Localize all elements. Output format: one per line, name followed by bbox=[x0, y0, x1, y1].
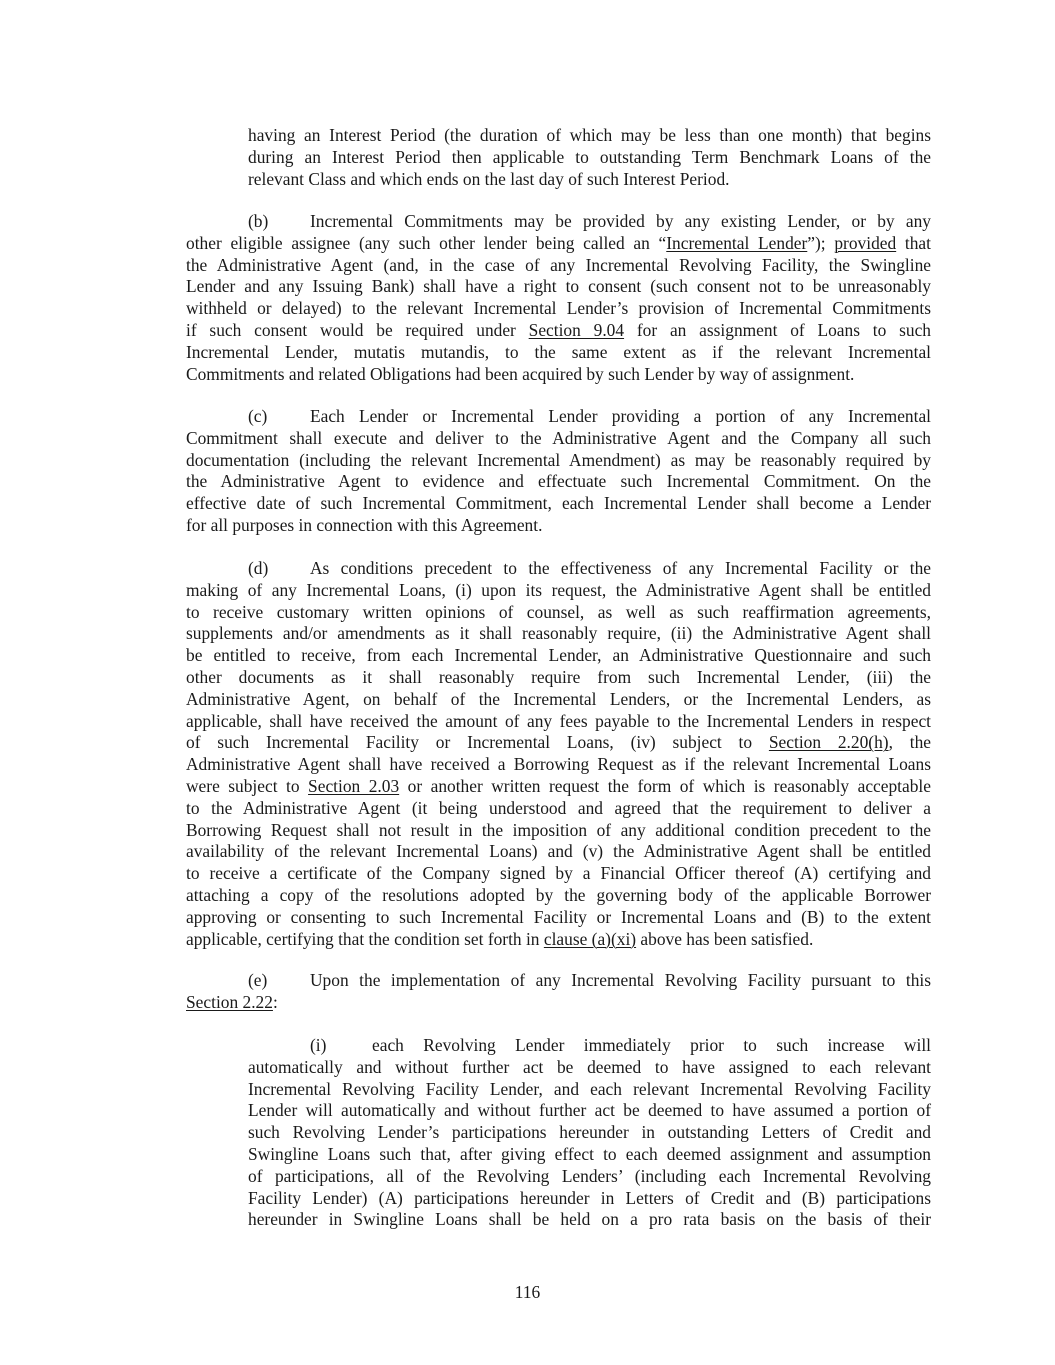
text-line: attaching a copy of the resolutions adopted by the governing body of the applicable Borrower bbox=[186, 884, 931, 905]
text-line: (e) Upon the implementation of any Incremental Revolving Facility pursuant to this bbox=[248, 970, 931, 990]
page-number: 116 bbox=[514, 1282, 541, 1302]
text-line: Section 2.22: bbox=[186, 991, 278, 1012]
paragraph-d bbox=[186, 558, 931, 950]
text-line: during an Interest Period then applicable to outstanding Term Benchmark Loans of the bbox=[248, 146, 931, 167]
section-reference: Section 2.03 bbox=[308, 775, 400, 796]
text-line: withheld or delayed) to the relevant Incremental Lender’s provision of Incremental Commitments bbox=[186, 298, 931, 319]
text-line: (b) Incremental Commitments may be provided by any existing Lender, or by any bbox=[248, 211, 931, 231]
section-reference: Section 9.04 bbox=[528, 319, 625, 340]
text-line: approving or consenting to such Incremental Facility or Incremental Loans and (B) to the extent bbox=[186, 906, 931, 927]
subparagraph-e-i bbox=[248, 1035, 931, 1231]
text-line: documentation (including the relevant Incremental Amendment) as may be reasonably required by bbox=[186, 449, 931, 470]
text-line: the Administrative Agent (and, in the case of any Incremental Revolving Facility, the Swingline bbox=[186, 254, 931, 275]
continuation-paragraph bbox=[248, 125, 931, 190]
text-line: availability of the relevant Incremental Loans) and (v) the Administrative Agent shall be entitled bbox=[186, 841, 931, 862]
text-line: Lender will automatically and without further act be deemed to have assumed a portion of bbox=[248, 1100, 931, 1121]
text-line: for all purposes in connection with this Agreement. bbox=[186, 514, 543, 535]
text-line: were subject to Section 2.03 or another written request the form of which is reasonably acceptable bbox=[186, 775, 931, 796]
text-line: be entitled to receive, from each Incremental Lender, an Administrative Questionnaire and such bbox=[186, 645, 931, 666]
text-line: Incremental Lender, mutatis mutandis, to the same extent as if the relevant Incremental bbox=[186, 341, 931, 362]
paragraph-b bbox=[186, 211, 931, 385]
text-line: such Revolving Lender’s participations hereunder in outstanding Letters of Credit and bbox=[248, 1122, 931, 1143]
text-line: applicable, certifying that the condition set forth in clause (a)(xi) above has been satisfied. bbox=[186, 928, 814, 949]
text-line: other documents as it shall reasonably require from such Incremental Lender, (iii) the bbox=[186, 666, 931, 687]
paragraph-e bbox=[186, 970, 931, 1014]
paragraph-c bbox=[186, 406, 931, 537]
emphasis-provided: provided bbox=[834, 232, 897, 253]
text-line: (i) each Revolving Lender immediately prior to such increase will bbox=[310, 1035, 931, 1055]
text-line: Commitment shall execute and deliver to the Administrative Agent and the Company all such bbox=[186, 427, 931, 448]
text-line: to receive a certificate of the Company signed by a Financial Officer thereof (A) certifying and bbox=[186, 863, 931, 884]
text-line: if such consent would be required under Section 9.04 for an assignment of Loans to such bbox=[186, 319, 931, 340]
text-line: Borrowing Request shall not result in the imposition of any additional condition precedent to the bbox=[186, 819, 931, 840]
text-line: Commitments and related Obligations had been acquired by such Lender by way of assignment. bbox=[186, 363, 855, 384]
text-line: hereunder in Swingline Loans shall be held on a pro rata basis on the basis of their bbox=[248, 1209, 931, 1230]
text-line: Facility Lender) (A) participations hereunder in Letters of Credit and (B) participations bbox=[248, 1187, 931, 1208]
clause-reference: clause (a)(xi) bbox=[543, 928, 637, 949]
paragraph-label: (b) bbox=[248, 211, 269, 231]
text-line: making of any Incremental Loans, (i) upon its request, the Administrative Agent shall be entitled bbox=[186, 579, 931, 600]
text-line: supplements and/or amendments as it shall reasonably require, (ii) the Administrative Agent shall bbox=[186, 623, 931, 644]
paragraph-label: (d) bbox=[248, 558, 269, 578]
defined-term: Incremental Lender bbox=[666, 232, 808, 253]
text-line: the Administrative Agent to evidence and effectuate such Incremental Commitment. On the bbox=[186, 471, 931, 492]
paragraph-label: (c) bbox=[248, 406, 268, 426]
text-line: Incremental Revolving Facility Lender, and each relevant Incremental Revolving Facility bbox=[248, 1078, 931, 1099]
text-line: effective date of such Incremental Commitment, each Incremental Lender shall become a Lender bbox=[186, 493, 931, 514]
text-line: to the Administrative Agent (it being understood and agreed that the requirement to deliver a bbox=[186, 797, 931, 818]
section-reference: Section 2.20(h) bbox=[768, 732, 889, 753]
text-line: to receive customary written opinions of counsel, as well as such reaffirmation agreements, bbox=[186, 601, 931, 622]
paragraph-label: (e) bbox=[248, 970, 268, 990]
text-line: other eligible assignee (any such other lender being called an “Incremental Lender”); provided that bbox=[186, 232, 931, 253]
text-line: applicable, shall have received the amount of any fees payable to the Incremental Lenders in respect bbox=[186, 710, 931, 731]
section-reference: Section 2.22 bbox=[186, 991, 273, 1012]
text-line: Lender and any Issuing Bank) shall have a right to consent (such consent not to be unreasonably bbox=[186, 276, 931, 297]
text-line: Administrative Agent, on behalf of the Incremental Lenders, or the Incremental Lenders, as bbox=[186, 688, 931, 709]
text-line: Administrative Agent shall have received a Borrowing Request as if the relevant Incremental Loans bbox=[186, 754, 931, 775]
text-line: Swingline Loans such that, after giving effect to each deemed assignment and assumption bbox=[248, 1143, 931, 1164]
text-line: having an Interest Period (the duration of which may be less than one month) that begins bbox=[248, 125, 931, 145]
text-line: automatically and without further act be deemed to have assigned to each relevant bbox=[248, 1056, 931, 1077]
text-line: of participations, all of the Revolving Lenders’ (including each Incremental Revolving bbox=[248, 1165, 931, 1186]
paragraph-label: (i) bbox=[310, 1035, 327, 1055]
text-line: (c) Each Lender or Incremental Lender providing a portion of any Incremental bbox=[248, 406, 931, 426]
text-line: relevant Class and which ends on the last day of such Interest Period. bbox=[248, 168, 730, 189]
text-line: (d) As conditions precedent to the effectiveness of any Incremental Facility or the bbox=[248, 558, 931, 578]
text-line: of such Incremental Facility or Incremental Loans, (iv) subject to Section 2.20(h), the bbox=[186, 732, 931, 753]
